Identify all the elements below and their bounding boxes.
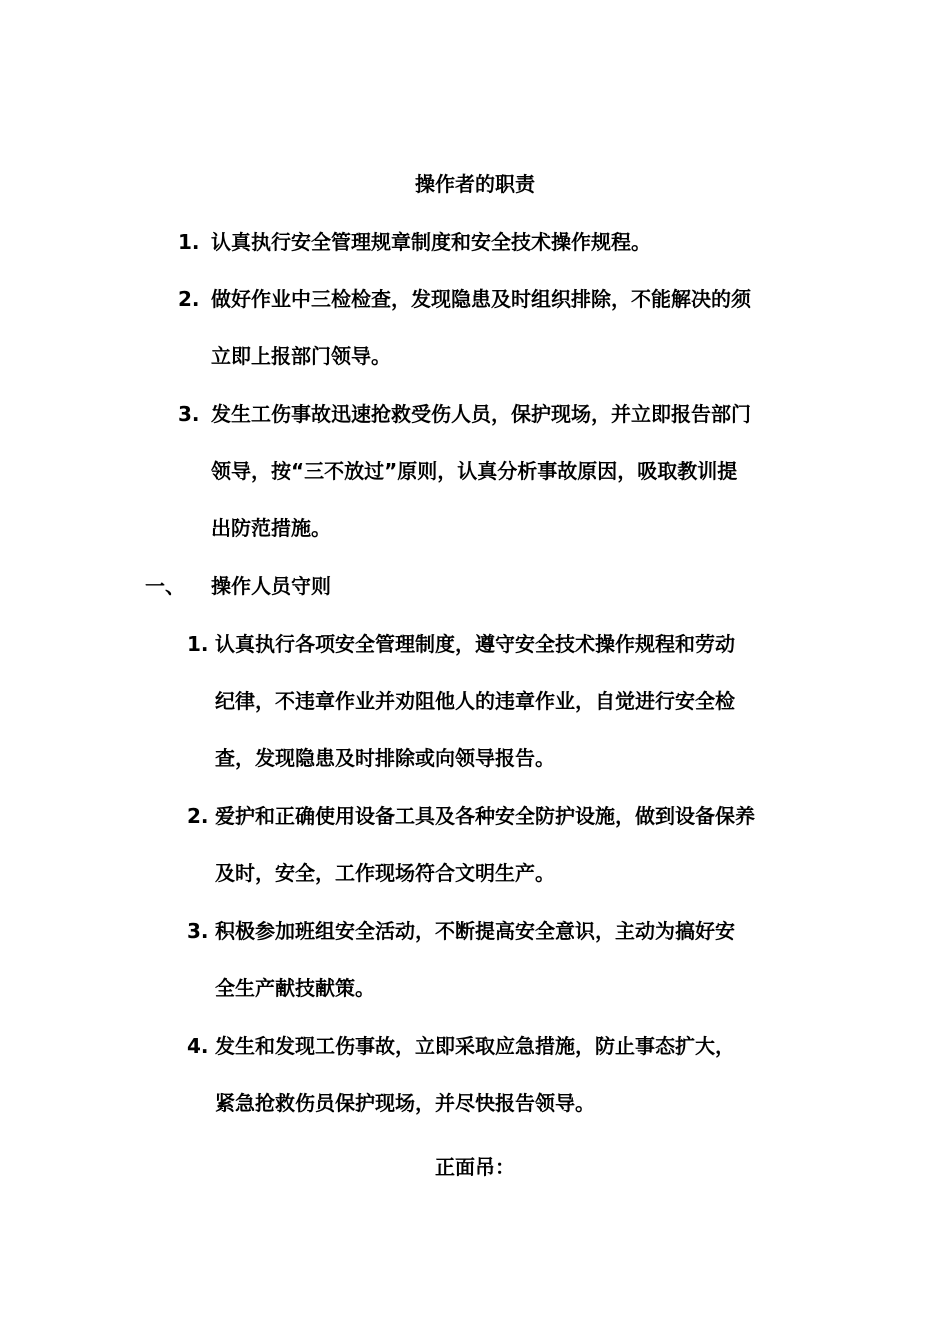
rule-item-2 — [187, 788, 827, 902]
list-number: 3. — [178, 402, 200, 426]
rule-item-3 — [187, 903, 827, 1017]
list-item-text: 爱护和正确使用设备工具及各种安全防护设施，做到设备保养 及时，安全，工作现场符合文明生产。 — [215, 804, 755, 885]
list-number: 3. — [187, 919, 209, 943]
duty-item-2 — [178, 271, 818, 385]
list-number: 4. — [187, 1034, 209, 1058]
section-title: 操作人员守则 — [211, 574, 331, 598]
list-item-text: 发生和发现工伤事故，立即采取应急措施，防止事态扩大， 紧急抢救伤员保护现场，并尽快报告领导。 — [215, 1034, 735, 1115]
rule-item-1 — [187, 616, 827, 787]
list-item-text: 认真执行各项安全管理制度，遵守安全技术操作规程和劳动 纪律，不违章作业并劝阻他人的违章作业，自觉进行安全检 查，发现隐患及时排除或向领导报告。 — [215, 632, 735, 770]
footer-heading: 正面吊： — [435, 1155, 515, 1179]
duty-item-3 — [178, 386, 818, 557]
list-number: 2. — [178, 287, 200, 311]
list-item-text: 认真执行安全管理规章制度和安全技术操作规程。 — [211, 230, 651, 254]
list-item-text: 积极参加班组安全活动，不断提高安全意识，主动为搞好安 全生产献技献策。 — [215, 919, 735, 1000]
list-item-text: 做好作业中三检检查，发现隐患及时组织排除，不能解决的须 立即上报部门领导。 — [211, 287, 751, 368]
page-title: 操作者的职责 — [415, 172, 535, 196]
rule-item-4 — [187, 1018, 827, 1132]
list-number: 1. — [178, 230, 200, 254]
list-number: 1. — [187, 632, 209, 656]
duty-item-1 — [178, 214, 818, 271]
list-number: 2. — [187, 804, 209, 828]
list-item-text: 发生工伤事故迅速抢救受伤人员，保护现场，并立即报告部门 领导，按“三不放过”原则，认真分析事故原因，吸取教训提 出防范措施。 — [211, 402, 751, 540]
section-number: 一、 — [145, 574, 185, 598]
